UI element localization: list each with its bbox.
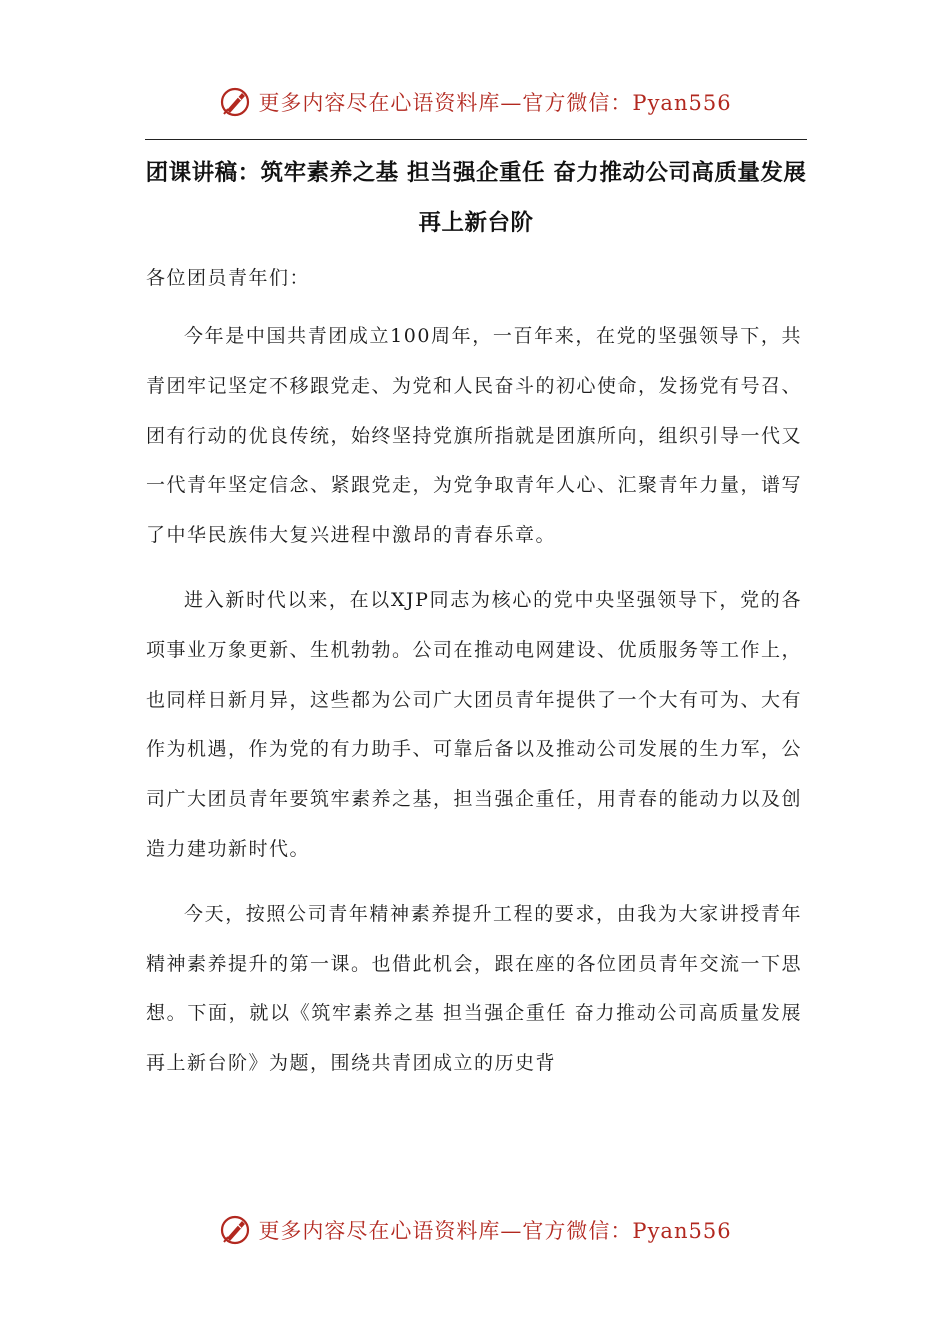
paragraph-2: 进入新时代以来，在以XJP同志为核心的党中央坚强领导下，党的各项事业万象更新、生机勃勃。公司在推动电网建设、优质服务等工作上，也同样日新月异，这些都为公司广大团员青年提供了一个大有可为、大有作为机遇，作为党的有力助手、可靠后备以及推动公司发展的生力军，公司广大团员青年要筑牢素养之基，担当强企重任，用青春的能动力以及创造力建功新时代。 bbox=[146, 588, 803, 860]
banner-text: 更多内容尽在心语资料库—官方微信：Pyan556 bbox=[258, 91, 732, 115]
quill-pen-logo-icon bbox=[218, 85, 252, 119]
document-title: 团课讲稿：筑牢素养之基 担当强企重任 奋力推动公司高质量发展再上新台阶 bbox=[145, 160, 807, 236]
paragraph-1: 今年是中国共青团成立100周年，一百年来，在党的坚强领导下，共青团牢记坚定不移跟党走、为党和人民奋斗的初心使命，发扬党有号召、团有行动的优良传统，始终坚持党旗所指就是团旗所向，组织引导一代又一代青年坚定信念、紧跟党走，为党争取青年人心、汇聚青年力量，谱写了中华民族伟大复兴进程中激昂的青春乐章。 bbox=[146, 325, 803, 547]
footer-banner bbox=[0, 1210, 950, 1250]
banner-text: 更多内容尽在心语资料库—官方微信：Pyan556 bbox=[258, 1219, 732, 1243]
quill-pen-logo-icon bbox=[218, 1213, 252, 1247]
header-banner bbox=[0, 82, 950, 122]
salutation: 各位团员青年们： bbox=[146, 267, 311, 289]
body-paragraphs bbox=[146, 312, 802, 1104]
header-divider bbox=[145, 139, 807, 140]
paragraph-3: 今天，按照公司青年精神素养提升工程的要求，由我为大家讲授青年精神素养提升的第一课。也借此机会，跟在座的各位团员青年交流一下思想。下面，就以《筑牢素养之基 担当强企重任 奋力推动公司高质量发展再上新台阶》为题，围绕共青团成立的历史背 bbox=[146, 902, 803, 1075]
